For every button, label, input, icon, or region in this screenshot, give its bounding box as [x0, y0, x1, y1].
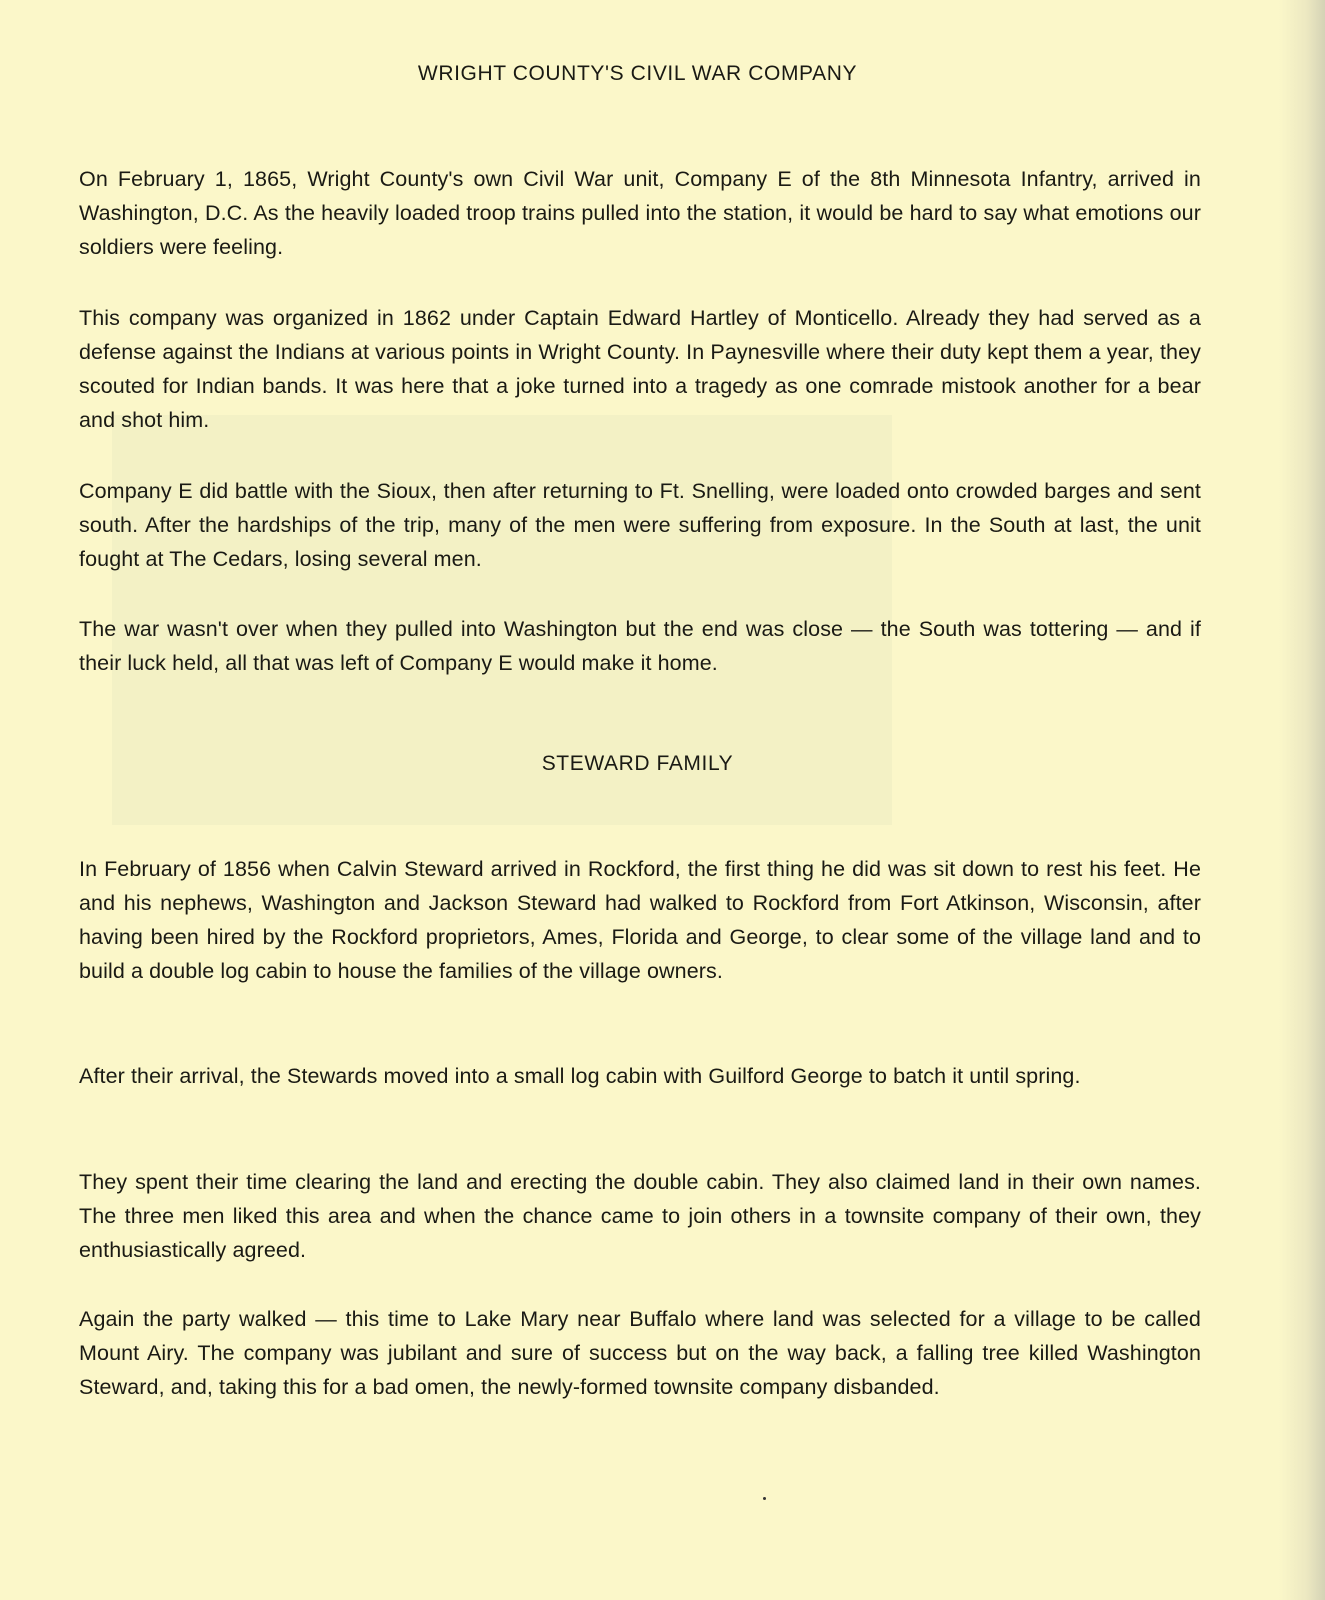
paragraph-organization: This company was organized in 1862 under Captain Edward Hartley of Monticello. Already they had served as a defense against the Indians at various points in Wright County. In Paynesville where their duty kept them a year, they scouted for Indian bands. It was here that a joke turned into a tragedy as one comrade mistook another for a bear and shot him. — [79, 306, 1201, 432]
steward-family-heading: STEWARD FAMILY — [541, 752, 734, 775]
paragraph-mount-airy: Again the party walked — this time to Lake Mary near Buffalo where land was selected for a village to be called Mount Airy. The company was jubilant and sure of success but on the way back, a falling tree killed Washington Steward, and, taking this for a bad omen, the newly-formed townsite company disbanded. — [79, 1307, 1201, 1399]
paragraph-arrival: On February 1, 1865, Wright County's own Civil War unit, Company E of the 8th Minnesota Infantry, arrived in Washington, D.C. As the heavily loaded troop trains pulled into the station, it would be hard to say what emotions our soldiers were feeling. — [79, 167, 1201, 259]
paragraph-clearing-land: They spent their time clearing the land and erecting the double cabin. They also claimed land in their own names. The three men liked this area and when the chance came to join others in a townsite company of their own, they enthusiastically agreed. — [79, 1170, 1201, 1262]
civil-war-heading: WRIGHT COUNTY'S CIVIL WAR COMPANY — [417, 62, 858, 85]
paragraph-calvin-arrival: In February of 1856 when Calvin Steward arrived in Rockford, the first thing he did was sit down to rest his feet. He and his nephews, Washington and Jackson Steward had walked to Rockford from Fort Atkinson, Wisconsin, after having been hired by the Rockford proprietors, Ames, Florida and George, to clear some of the village land and to build a double log cabin to house the families of the village owners. — [79, 857, 1201, 983]
paragraph-battle: Company E did battle with the Sioux, then after returning to Ft. Snelling, were loaded onto crowded barges and sent south. After the hardships of the trip, many of the men were suffering from exposure. In the South at last, the unit fought at The Cedars, losing several men. — [79, 479, 1201, 571]
paragraph-log-cabin: After their arrival, the Stewards moved into a small log cabin with Guilford George to batch it until spring. — [79, 1064, 1081, 1088]
paragraph-war-end: The war wasn't over when they pulled into Washington but the end was close — the South was tottering — and if their luck held, all that was left of Company E would make it home. — [79, 617, 1201, 675]
ink-speck — [763, 1497, 766, 1500]
page-edge-shadow — [1279, 0, 1325, 1600]
